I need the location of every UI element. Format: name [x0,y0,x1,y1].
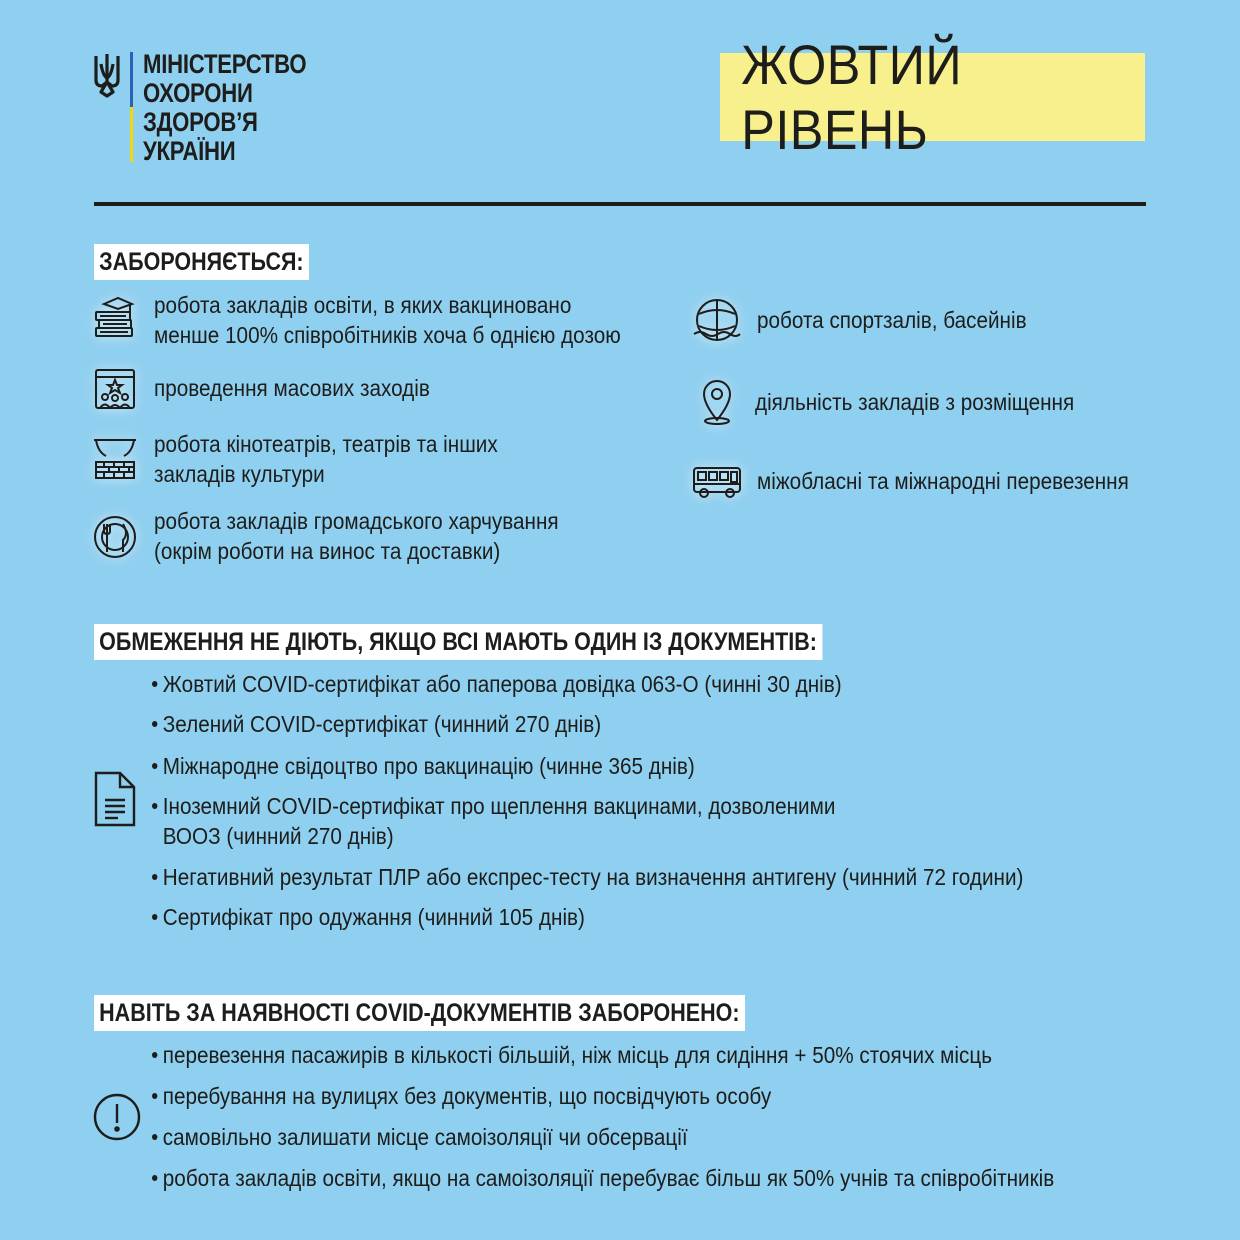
education-books-icon [90,294,140,344]
logo-line: ОХОРОНИ [143,78,253,108]
level-badge [720,33,1145,161]
restaurant-plate-icon [90,512,140,562]
exclamation-icon [92,1092,142,1142]
header-divider [94,202,1146,206]
item-line: робота спортзалів, басейнів [757,307,1027,333]
list-item [152,669,842,699]
list-item-text: Іноземний COVID-сертифікат про щеплення вакцинами, дозволеними [162,793,836,819]
prohibited-item-gym [757,305,1027,335]
document-icon [90,770,138,828]
list-item-text: Міжнародне свідоцтво про вакцинацію (чинне 365 днів) [162,753,695,779]
list-item-text: робота закладів освіти, якщо на самоізоляції перебуває більш як 50% учнів та співробітників [162,1165,1055,1191]
bullet-dot [152,1052,157,1058]
bullet-dot [152,803,157,809]
bullet-dot [152,721,157,727]
logo-bar-blue [130,52,133,107]
location-pin-icon [692,376,742,426]
theater-stage-icon [90,434,140,484]
bus-icon [692,456,742,506]
bullet-dot [152,681,157,687]
item-line: діяльність закладів з розміщення [755,389,1075,415]
list-item [152,902,585,932]
item-line: менше 100% співробітників хоча б однією дозою [154,322,621,348]
bullet-dot [152,1175,157,1181]
bullet-dot [152,1134,157,1140]
list-item-text: перебування на вулицях без документів, що посвідчують особу [162,1083,772,1109]
prohibited-item-transport [757,466,1129,496]
trident-icon [92,52,122,98]
prohibited-title: ЗАБОРОНЯЄТЬСЯ: [94,244,309,280]
list-item [152,709,601,739]
gym-pool-icon [692,296,742,346]
list-item [152,1122,688,1152]
list-item-text: перевезення пасажирів в кількості більшій, ніж місць для сидіння + 50% стоячих місць [162,1042,992,1068]
item-line: (окрім роботи на винос та доставки) [154,538,501,564]
mass-events-icon [90,364,140,414]
list-item [152,1040,992,1070]
list-item [152,862,1023,892]
list-item-text: Сертифікат про одужання (чинний 105 днів) [162,904,585,930]
logo-line: УКРАЇНИ [143,136,236,166]
item-line: міжобласні та міжнародні перевезення [757,468,1129,494]
item-line: закладів культури [154,461,325,487]
forbidden-anyway-title: НАВІТЬ ЗА НАЯВНОСТІ COVID-ДОКУМЕНТІВ ЗАБОРОНЕНО: [94,995,745,1031]
item-line: робота закладів громадського харчування [154,508,559,534]
bullet-dot [152,763,157,769]
prohibited-item-accommodation [755,387,1074,417]
ministry-logo-text [143,50,306,166]
logo-line: МІНІСТЕРСТВО [143,49,307,79]
bullet-dot [152,874,157,880]
list-item-text: Негативний результат ПЛР або експрес-тесту на визначення антигену (чинний 72 години) [162,864,1024,890]
list-item-text-continued: ВООЗ (чинний 270 днів) [162,823,394,849]
item-line: проведення масових заходів [154,375,430,401]
prohibited-item-food [154,506,559,566]
prohibited-item-culture [154,429,498,489]
list-item-text: Зелений COVID-сертифікат (чинний 270 днів) [162,711,602,737]
item-line: робота кінотеатрів, театрів та інших [154,431,498,457]
list-item-text: самовільно залишати місце самоізоляції чи обсервації [162,1124,688,1150]
bullet-dot [152,914,157,920]
bullet-dot [152,1093,157,1099]
logo-bar-yellow [130,107,133,162]
list-item-text: Жовтий COVID-сертифікат або паперова довідка 063-О (чинні 30 днів) [162,671,842,697]
item-line: робота закладів освіти, в яких вакциновано [154,292,572,318]
prohibited-item-mass-events [154,373,430,403]
list-item [152,1163,1054,1193]
logo-line: ЗДОРОВ’Я [143,107,258,137]
list-item [152,1081,771,1111]
prohibited-item-education [154,290,621,350]
list-item [152,751,695,781]
level-label: ЖОВТИЙ РІВЕНЬ [741,33,963,161]
documents-title: ОБМЕЖЕННЯ НЕ ДІЮТЬ, ЯКЩО ВСІ МАЮТЬ ОДИН ІЗ ДОКУМЕНТІВ: [94,624,822,660]
list-item [152,791,835,851]
